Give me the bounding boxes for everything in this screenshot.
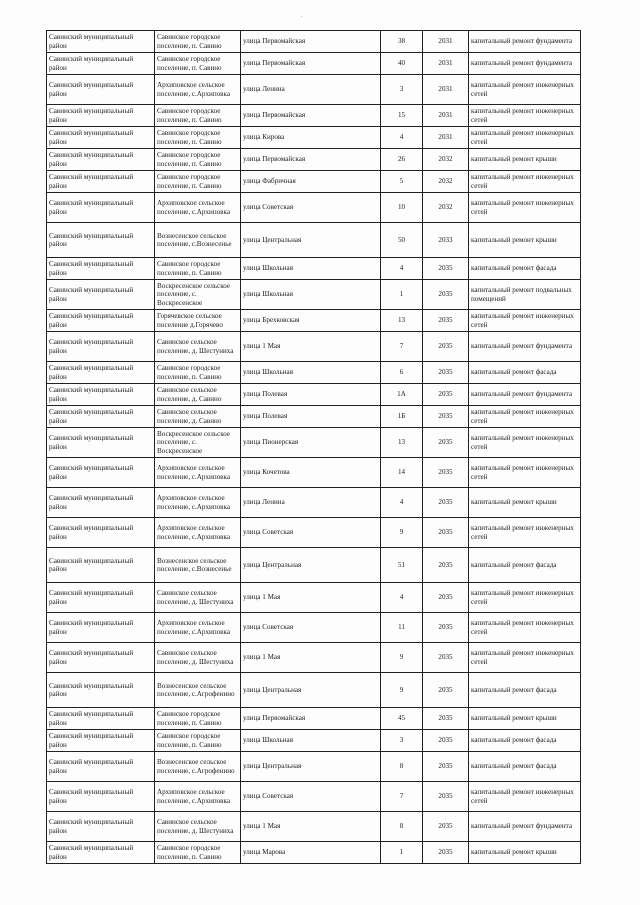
house-number-cell: 4	[381, 583, 423, 613]
work-type-cell: капитальный ремонт фундамента	[469, 812, 581, 842]
street-cell: улица Центральная	[241, 673, 381, 708]
work-type-cell: капитальный ремонт фундамента	[469, 31, 581, 53]
house-number-cell: 40	[381, 53, 423, 75]
year-cell: 2035	[423, 384, 469, 406]
district-cell: Савинский муниципальный район	[47, 310, 155, 332]
year-cell: 2035	[423, 752, 469, 782]
house-number-cell: 9	[381, 673, 423, 708]
street-cell: улица 1 Мая	[241, 812, 381, 842]
street-cell: улица Советская	[241, 782, 381, 812]
settlement-cell: Савинское городское поселение, п. Савино	[155, 105, 241, 127]
year-cell: 2035	[423, 428, 469, 458]
street-cell: улица Советская	[241, 193, 381, 223]
settlement-cell: Савинское городское поселение, п. Савино	[155, 730, 241, 752]
district-cell: Савинский муниципальный район	[47, 488, 155, 518]
settlement-cell: Вознесенское сельское поселение, с.Вознесенье	[155, 548, 241, 583]
table-row	[47, 384, 581, 406]
year-cell: 2035	[423, 782, 469, 812]
year-cell: 2031	[423, 31, 469, 53]
year-cell: 2035	[423, 458, 469, 488]
table-row	[47, 280, 581, 310]
settlement-cell: Савинское городское поселение, п. Савино	[155, 31, 241, 53]
year-cell: 2035	[423, 280, 469, 310]
year-cell: 2035	[423, 730, 469, 752]
table-row	[47, 842, 581, 864]
house-number-cell: 7	[381, 332, 423, 362]
year-cell: 2035	[423, 258, 469, 280]
district-cell: Савинский муниципальный район	[47, 458, 155, 488]
settlement-cell: Вознесенское сельское поселение, с.Вознесенье	[155, 223, 241, 258]
street-cell: улица Кочетова	[241, 458, 381, 488]
work-type-cell: капитальный ремонт инженерных сетей	[469, 518, 581, 548]
work-type-cell: капитальный ремонт фундамента	[469, 384, 581, 406]
district-cell: Савинский муниципальный район	[47, 105, 155, 127]
house-number-cell: 13	[381, 428, 423, 458]
year-cell: 2035	[423, 643, 469, 673]
street-cell: улица Центральная	[241, 548, 381, 583]
district-cell: Савинский муниципальный район	[47, 583, 155, 613]
table-row	[47, 406, 581, 428]
street-cell: улица Советская	[241, 518, 381, 548]
district-cell: Савинский муниципальный район	[47, 53, 155, 75]
house-number-cell: 51	[381, 548, 423, 583]
house-number-cell: 11	[381, 613, 423, 643]
table-row	[47, 488, 581, 518]
work-type-cell: капитальный ремонт инженерных сетей	[469, 105, 581, 127]
street-cell: улица Пионерская	[241, 428, 381, 458]
settlement-cell: Савинское городское поселение, п. Савино	[155, 258, 241, 280]
house-number-cell: 15	[381, 105, 423, 127]
work-type-cell: капитальный ремонт инженерных сетей	[469, 127, 581, 149]
table-row	[47, 310, 581, 332]
year-cell: 2035	[423, 708, 469, 730]
district-cell: Савинский муниципальный район	[47, 842, 155, 864]
settlement-cell: Архиповское сельское поселение, с.Архиповка	[155, 518, 241, 548]
district-cell: Савинский муниципальный район	[47, 730, 155, 752]
work-type-cell: капитальный ремонт инженерных сетей	[469, 171, 581, 193]
table-row	[47, 332, 581, 362]
settlement-cell: Архиповское сельское поселение, с.Архиповка	[155, 782, 241, 812]
district-cell: Савинский муниципальный район	[47, 428, 155, 458]
year-cell: 2035	[423, 842, 469, 864]
year-cell: 2035	[423, 548, 469, 583]
table-row	[47, 583, 581, 613]
settlement-cell: Архиповское сельское поселение, с.Архиповка	[155, 613, 241, 643]
street-cell: улица Центральная	[241, 223, 381, 258]
street-cell: улица Советская	[241, 613, 381, 643]
table-row	[47, 708, 581, 730]
work-type-cell: капитальный ремонт крыши	[469, 488, 581, 518]
work-type-cell: капитальный ремонт инженерных сетей	[469, 75, 581, 105]
table-row	[47, 428, 581, 458]
work-type-cell: капитальный ремонт фасада	[469, 752, 581, 782]
street-cell: улица Ленина	[241, 488, 381, 518]
street-cell: улица Полевая	[241, 406, 381, 428]
table-row	[47, 258, 581, 280]
district-cell: Савинский муниципальный район	[47, 362, 155, 384]
settlement-cell: Архиповское сельское поселение, с.Архиповка	[155, 193, 241, 223]
settlement-cell: Савинское сельское поселение, д. Савино	[155, 406, 241, 428]
table-row	[47, 362, 581, 384]
work-type-cell: капитальный ремонт фасада	[469, 730, 581, 752]
house-number-cell: 1Б	[381, 406, 423, 428]
work-type-cell: капитальный ремонт фасада	[469, 258, 581, 280]
house-number-cell: 50	[381, 223, 423, 258]
year-cell: 2032	[423, 193, 469, 223]
year-cell: 2035	[423, 613, 469, 643]
street-cell: улица Школьная	[241, 730, 381, 752]
settlement-cell: Воскресенское сельское поселение, с. Воскресенское	[155, 428, 241, 458]
settlement-cell: Савинское городское поселение, п. Савино	[155, 149, 241, 171]
table-row	[47, 613, 581, 643]
street-cell: улица Кирова	[241, 127, 381, 149]
district-cell: Савинский муниципальный район	[47, 332, 155, 362]
settlement-cell: Савинское сельское поселение, д. Шестуниха	[155, 332, 241, 362]
district-cell: Савинский муниципальный район	[47, 31, 155, 53]
year-cell: 2035	[423, 812, 469, 842]
district-cell: Савинский муниципальный район	[47, 613, 155, 643]
settlement-cell: Воскресенское сельское поселение, с. Воскресенское	[155, 280, 241, 310]
district-cell: Савинский муниципальный район	[47, 548, 155, 583]
table-row	[47, 548, 581, 583]
work-type-cell: капитальный ремонт фасада	[469, 548, 581, 583]
district-cell: Савинский муниципальный район	[47, 280, 155, 310]
settlement-cell: Савинское городское поселение, п. Савино	[155, 708, 241, 730]
house-number-cell: 1	[381, 280, 423, 310]
work-type-cell: капитальный ремонт инженерных сетей	[469, 310, 581, 332]
district-cell: Савинский муниципальный район	[47, 673, 155, 708]
settlement-cell: Савинское городское поселение, п. Савино	[155, 362, 241, 384]
house-number-cell: 4	[381, 127, 423, 149]
work-type-cell: капитальный ремонт инженерных сетей	[469, 458, 581, 488]
table-row	[47, 53, 581, 75]
district-cell: Савинский муниципальный район	[47, 127, 155, 149]
house-number-cell: 13	[381, 310, 423, 332]
street-cell: улица 1 Мая	[241, 332, 381, 362]
district-cell: Савинский муниципальный район	[47, 75, 155, 105]
district-cell: Савинский муниципальный район	[47, 149, 155, 171]
district-cell: Савинский муниципальный район	[47, 782, 155, 812]
work-type-cell: капитальный ремонт крыши	[469, 708, 581, 730]
settlement-cell: Савинское сельское поселение, д. Савино	[155, 384, 241, 406]
house-number-cell: 1	[381, 842, 423, 864]
scan-mark: ˌ	[300, 8, 303, 17]
table-row	[47, 673, 581, 708]
year-cell: 2035	[423, 310, 469, 332]
street-cell: улица Первомайская	[241, 149, 381, 171]
district-cell: Савинский муниципальный район	[47, 171, 155, 193]
settlement-cell: Вознесенское сельское поселение, с.Агрофенино	[155, 673, 241, 708]
district-cell: Савинский муниципальный район	[47, 406, 155, 428]
table-row	[47, 730, 581, 752]
table-row	[47, 458, 581, 488]
table-row	[47, 223, 581, 258]
work-type-cell: капитальный ремонт фундамента	[469, 53, 581, 75]
settlement-cell: Савинское сельское поселение, д. Шестуниха	[155, 643, 241, 673]
table-row	[47, 782, 581, 812]
house-number-cell: 6	[381, 362, 423, 384]
table-row	[47, 193, 581, 223]
district-cell: Савинский муниципальный район	[47, 258, 155, 280]
work-type-cell: капитальный ремонт инженерных сетей	[469, 193, 581, 223]
street-cell: улица Брехковская	[241, 310, 381, 332]
street-cell: улица Первомайская	[241, 708, 381, 730]
year-cell: 2035	[423, 488, 469, 518]
house-number-cell: 4	[381, 258, 423, 280]
settlement-cell: Савинское сельское поселение, д. Шестуниха	[155, 812, 241, 842]
street-cell: улица Центральная	[241, 752, 381, 782]
district-cell: Савинский муниципальный район	[47, 384, 155, 406]
year-cell: 2035	[423, 673, 469, 708]
table-row	[47, 643, 581, 673]
house-number-cell: 4	[381, 488, 423, 518]
table-row	[47, 171, 581, 193]
work-type-cell: капитальный ремонт фундамента	[469, 332, 581, 362]
district-cell: Савинский муниципальный район	[47, 223, 155, 258]
settlement-cell: Савинское городское поселение, п. Савино	[155, 842, 241, 864]
year-cell: 2035	[423, 583, 469, 613]
district-cell: Савинский муниципальный район	[47, 193, 155, 223]
street-cell: улица Первомайская	[241, 105, 381, 127]
street-cell: улица Марова	[241, 842, 381, 864]
settlement-cell: Горячевское сельское поселение д.Горячево	[155, 310, 241, 332]
street-cell: улица Полевая	[241, 384, 381, 406]
settlement-cell: Савинское городское поселение, п. Савино	[155, 127, 241, 149]
house-number-cell: 5	[381, 171, 423, 193]
table-row	[47, 812, 581, 842]
house-number-cell: 45	[381, 708, 423, 730]
work-type-cell: капитальный ремонт инженерных сетей	[469, 428, 581, 458]
district-cell: Савинский муниципальный район	[47, 518, 155, 548]
year-cell: 2035	[423, 332, 469, 362]
year-cell: 2035	[423, 518, 469, 548]
table-row	[47, 75, 581, 105]
house-number-cell: 9	[381, 518, 423, 548]
house-number-cell: 26	[381, 149, 423, 171]
settlement-cell: Архиповское сельское поселение, с.Архиповка	[155, 458, 241, 488]
year-cell: 2032	[423, 149, 469, 171]
work-type-cell: капитальный ремонт крыши	[469, 223, 581, 258]
year-cell: 2032	[423, 171, 469, 193]
street-cell: улица Ленина	[241, 75, 381, 105]
house-number-cell: 3	[381, 75, 423, 105]
work-type-cell: капитальный ремонт инженерных сетей	[469, 782, 581, 812]
house-number-cell: 3	[381, 730, 423, 752]
work-type-cell: капитальный ремонт крыши	[469, 149, 581, 171]
settlement-cell: Савинское сельское поселение, д. Шестуниха	[155, 583, 241, 613]
settlement-cell: Архиповское сельское поселение, с.Архиповка	[155, 488, 241, 518]
district-cell: Савинский муниципальный район	[47, 812, 155, 842]
table-row	[47, 752, 581, 782]
work-type-cell: капитальный ремонт фасада	[469, 673, 581, 708]
street-cell: улица Первомайская	[241, 31, 381, 53]
settlement-cell: Савинское городское поселение, п. Савино	[155, 53, 241, 75]
work-type-cell: капитальный ремонт инженерных сетей	[469, 406, 581, 428]
work-type-cell: капитальный ремонт крыши	[469, 842, 581, 864]
year-cell: 2031	[423, 75, 469, 105]
table-row	[47, 149, 581, 171]
settlement-cell: Савинское городское поселение, п. Савино	[155, 171, 241, 193]
year-cell: 2033	[423, 223, 469, 258]
year-cell: 2031	[423, 105, 469, 127]
work-type-cell: капитальный ремонт фасада	[469, 362, 581, 384]
house-number-cell: 8	[381, 752, 423, 782]
work-type-cell: капитальный ремонт подвальных помещений	[469, 280, 581, 310]
house-number-cell: 1А	[381, 384, 423, 406]
street-cell: улица 1 Мая	[241, 643, 381, 673]
year-cell: 2031	[423, 127, 469, 149]
street-cell: улица 1 Мая	[241, 583, 381, 613]
house-number-cell: 14	[381, 458, 423, 488]
street-cell: улица Школьная	[241, 280, 381, 310]
repair-schedule-table	[46, 30, 581, 864]
settlement-cell: Вознесенское сельское поселение, с.Агрофенино	[155, 752, 241, 782]
house-number-cell: 8	[381, 812, 423, 842]
district-cell: Савинский муниципальный район	[47, 752, 155, 782]
table-row	[47, 105, 581, 127]
work-type-cell: капитальный ремонт инженерных сетей	[469, 613, 581, 643]
year-cell: 2035	[423, 362, 469, 384]
settlement-cell: Архиповское сельское поселение, с.Архиповка	[155, 75, 241, 105]
year-cell: 2031	[423, 53, 469, 75]
street-cell: улица Школьная	[241, 362, 381, 384]
street-cell: улица Первомайская	[241, 53, 381, 75]
house-number-cell: 9	[381, 643, 423, 673]
district-cell: Савинский муниципальный район	[47, 708, 155, 730]
work-type-cell: капитальный ремонт инженерных сетей	[469, 583, 581, 613]
district-cell: Савинский муниципальный район	[47, 643, 155, 673]
work-type-cell: капитальный ремонт инженерных сетей	[469, 643, 581, 673]
table-row	[47, 127, 581, 149]
street-cell: улица Школьная	[241, 258, 381, 280]
year-cell: 2035	[423, 406, 469, 428]
house-number-cell: 7	[381, 782, 423, 812]
table-row	[47, 31, 581, 53]
house-number-cell: 10	[381, 193, 423, 223]
table-row	[47, 518, 581, 548]
street-cell: улица Фабричная	[241, 171, 381, 193]
table-body	[47, 31, 581, 864]
house-number-cell: 38	[381, 31, 423, 53]
